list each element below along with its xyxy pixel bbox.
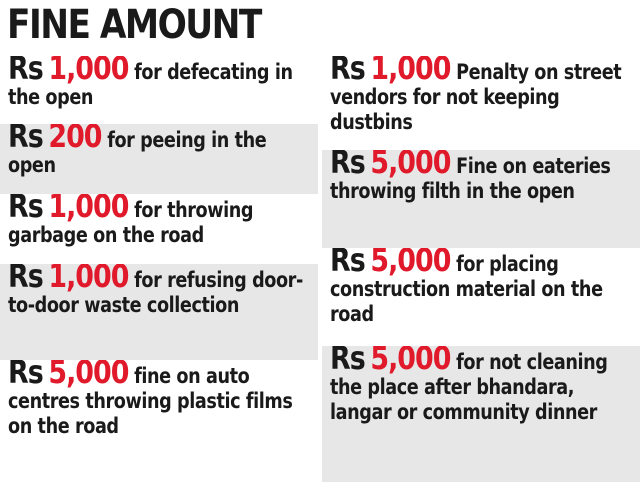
currency-label: Rs — [330, 150, 365, 181]
fine-amount: 5,000 — [370, 150, 451, 181]
currency-label: Rs — [8, 194, 43, 225]
fine-amount: 5,000 — [370, 248, 451, 279]
fine-item — [0, 360, 318, 482]
fine-amount: 5,000 — [48, 360, 129, 391]
currency-label: Rs — [330, 248, 365, 279]
fine-item — [0, 264, 318, 360]
fine-amount: 200 — [48, 124, 102, 155]
fine-description: for refusing door-to-door waste collection — [8, 268, 303, 317]
fine-item — [0, 194, 318, 264]
currency-label: Rs — [8, 56, 43, 87]
fine-item — [322, 248, 640, 346]
fine-item — [322, 346, 640, 482]
fine-description: for throwing garbage on the road — [8, 198, 254, 247]
fine-item — [0, 56, 318, 124]
currency-label: Rs — [8, 360, 43, 391]
fine-item — [0, 124, 318, 194]
fine-amount: 1,000 — [48, 56, 129, 87]
fine-amount: 1,000 — [48, 264, 129, 295]
currency-label: Rs — [8, 264, 43, 295]
currency-label: Rs — [330, 346, 365, 377]
fine-amount: 1,000 — [48, 194, 129, 225]
fine-item — [322, 56, 640, 150]
infographic-title: FINE AMOUNT — [7, 2, 261, 48]
fine-description: for defecating in the open — [8, 60, 293, 109]
fine-description: for placing construction material on the road — [330, 252, 603, 326]
fine-amount: 1,000 — [370, 56, 451, 87]
fine-amount: 5,000 — [370, 346, 451, 377]
right-fine-column — [322, 56, 640, 482]
fine-description: for not cleaning the place after bhandara, langar or community dinner — [330, 350, 608, 424]
currency-label: Rs — [8, 124, 43, 155]
fine-item — [322, 150, 640, 248]
currency-label: Rs — [330, 56, 365, 87]
fine-description: fine on auto centres throwing plastic films on the road — [8, 364, 293, 438]
left-fine-column — [0, 56, 318, 482]
fine-description: for peeing in the open — [8, 128, 267, 177]
fine-description: Fine on eateries throwing filth in the open — [330, 154, 611, 203]
fine-description: Penalty on street vendors for not keeping dustbins — [330, 60, 622, 134]
